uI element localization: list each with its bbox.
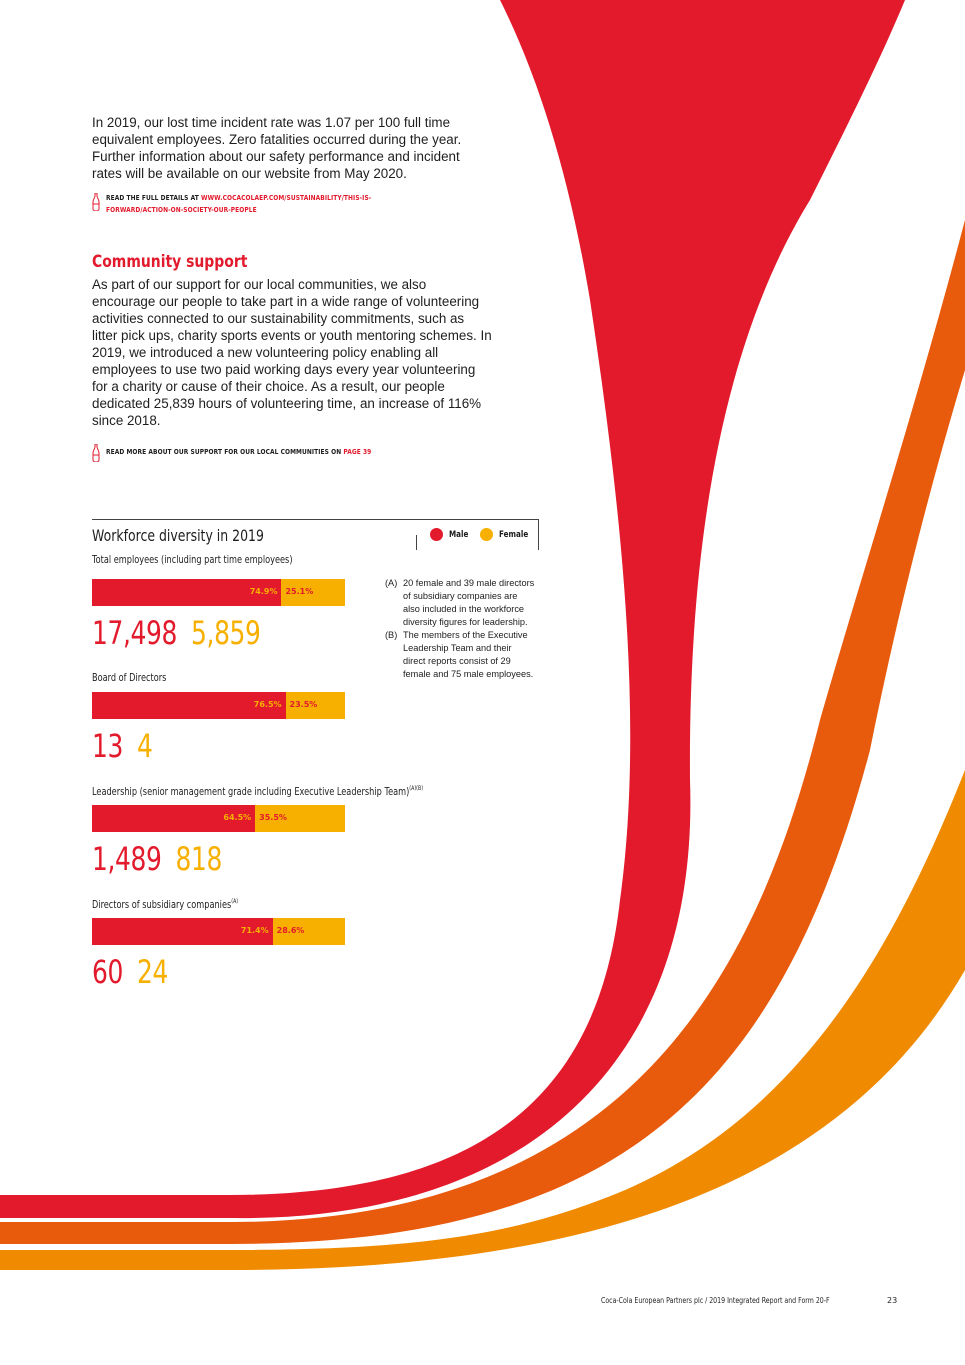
safety-section bbox=[92, 114, 482, 216]
category-label-total-text: Total employees (including part time employees) bbox=[92, 554, 293, 566]
legend-female bbox=[480, 528, 536, 541]
community-cta[interactable] bbox=[92, 443, 492, 462]
category-label-leadership-sup: (A)(B) bbox=[409, 785, 424, 792]
category-label-subsidiary bbox=[92, 898, 238, 911]
bar-subsidiary-female-pct: 28.6% bbox=[276, 926, 305, 935]
count-subsidiary-male: 60 bbox=[92, 953, 123, 991]
counts-total bbox=[92, 614, 261, 652]
category-label-leadership bbox=[92, 785, 423, 798]
count-subsidiary-female: 24 bbox=[137, 953, 169, 991]
category-label-subsidiary-text: Directors of subsidiary companies bbox=[92, 899, 232, 911]
bar-leadership bbox=[92, 805, 345, 832]
bottle-icon bbox=[92, 444, 100, 462]
safety-cta-prefix: READ THE FULL DETAILS AT bbox=[106, 193, 201, 202]
category-label-leadership-text: Leadership (senior management grade including Executive Leadership Team) bbox=[92, 786, 410, 798]
bar-board-female-pct: 23.5% bbox=[289, 700, 318, 709]
counts-leadership bbox=[92, 840, 222, 878]
safety-paragraph: In 2019, our lost time incident rate was 1.07 per 100 full time equivalent employees. Zero fatalities occurred during the year. Further information about our safety performance and incident rates will be available on our website from May 2020. bbox=[92, 115, 462, 181]
safety-cta-link[interactable]: WWW.COCACOLAEP.COM/SUSTAINABILITY/THIS-IS-FORWARD/ACTION-ON-SOCIETY-OUR-PEOPLE bbox=[106, 193, 372, 214]
community-title: Community support bbox=[92, 252, 248, 272]
bar-board-male-pct: 76.5% bbox=[253, 700, 282, 709]
category-label-board-text: Board of Directors bbox=[92, 672, 167, 684]
bar-total-male bbox=[92, 579, 281, 606]
chart-title: Workforce diversity in 2019 bbox=[92, 526, 264, 545]
chart-top-rule bbox=[92, 519, 416, 520]
bar-board-female bbox=[286, 692, 345, 719]
bar-board-male bbox=[92, 692, 286, 719]
footnote-a bbox=[385, 577, 535, 629]
count-total-female: 5,859 bbox=[191, 614, 261, 652]
count-total-male: 17,498 bbox=[92, 614, 177, 652]
bar-subsidiary-male bbox=[92, 918, 273, 945]
safety-cta-text bbox=[106, 192, 414, 216]
bar-subsidiary bbox=[92, 918, 345, 945]
category-label-board bbox=[92, 672, 166, 684]
safety-cta[interactable] bbox=[92, 192, 482, 216]
count-board-female: 4 bbox=[137, 727, 153, 765]
bar-total-male-pct: 74.9% bbox=[249, 587, 278, 596]
legend-male-label: Male bbox=[449, 529, 469, 540]
bottle-icon bbox=[92, 193, 100, 211]
chart-footnotes bbox=[385, 577, 535, 681]
legend-male-swatch bbox=[430, 528, 443, 541]
community-paragraph: As part of our support for our local communities, we also encourage our people to take part in a wide range of volunteering activities connected to our sustainability commitments, such as litter pick ups, charity sports events or youth mentoring schemes. In 2019, we introduced a new volunteering policy enabling all employees to use two paid working days every year volunteering for a charity or cause of their choice. As a result, our people dedicated 25,839 hours of volunteering time, an increase of 116% since 2018. bbox=[92, 277, 492, 428]
counts-board bbox=[92, 727, 153, 765]
legend-male bbox=[430, 528, 473, 541]
bar-total-female-pct: 25.1% bbox=[285, 587, 314, 596]
footnote-b-key: (B) bbox=[385, 630, 398, 640]
community-cta-link[interactable]: PAGE 39 bbox=[343, 447, 372, 456]
community-cta-prefix: READ MORE ABOUT OUR SUPPORT FOR OUR LOCAL COMMUNITIES ON bbox=[106, 447, 344, 456]
bar-total bbox=[92, 579, 345, 606]
category-label-total bbox=[92, 554, 293, 566]
counts-subsidiary bbox=[92, 953, 168, 991]
community-cta-text bbox=[106, 446, 423, 458]
bar-board bbox=[92, 692, 345, 719]
bar-subsidiary-male-pct: 71.4% bbox=[240, 926, 269, 935]
footnote-a-key: (A) bbox=[385, 578, 398, 588]
count-leadership-female: 818 bbox=[175, 840, 223, 878]
page-number: 23 bbox=[887, 1296, 898, 1305]
bar-leadership-male-pct: 64.5% bbox=[223, 813, 252, 822]
footnote-b bbox=[385, 629, 535, 681]
footer-citation: Coca-Cola European Partners plc / 2019 Integrated Report and Form 20-F bbox=[601, 1296, 830, 1305]
footnote-b-text: The members of the Executive Leadership Team and their direct reports consist of 29 female and 75 male employees. bbox=[403, 630, 534, 679]
category-label-subsidiary-sup: (A) bbox=[231, 898, 239, 905]
bar-leadership-female-pct: 35.5% bbox=[259, 813, 287, 822]
bar-total-female bbox=[281, 579, 345, 606]
count-board-male: 13 bbox=[92, 727, 123, 765]
legend-female-swatch bbox=[480, 528, 493, 541]
chart-legend bbox=[416, 519, 539, 550]
count-leadership-male: 1,489 bbox=[92, 840, 162, 878]
community-section bbox=[92, 252, 492, 462]
bar-leadership-male bbox=[92, 805, 255, 832]
legend-female-label: Female bbox=[499, 529, 529, 540]
bar-subsidiary-female bbox=[273, 918, 345, 945]
bar-leadership-female bbox=[255, 805, 345, 832]
footnote-a-text: 20 female and 39 male directors of subsidiary companies are also included in the workforce diversity figures for leadership. bbox=[403, 578, 535, 627]
